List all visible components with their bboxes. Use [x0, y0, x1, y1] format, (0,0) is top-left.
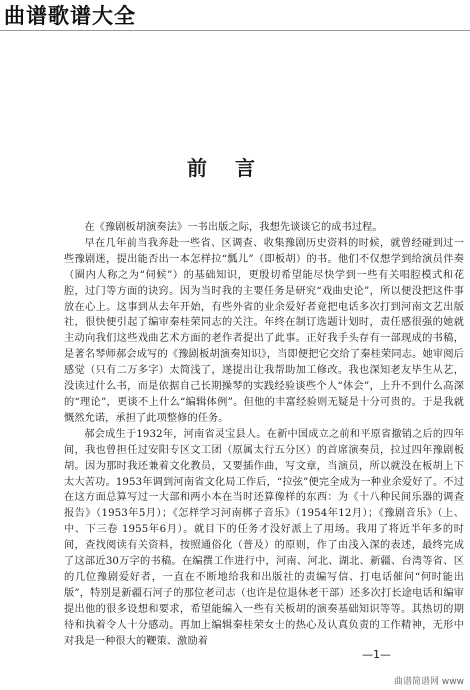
paragraph: 早在几年前当我奔赴一些省、区调查、收集豫剧历史资料的时候，就曾经碰到过一些豫剧迷，提出能否出一本怎样拉“瓢儿”（即板胡）的书。他们不仅想学到给演员伴奏（圈内人称之为“伺候”）的基础知识，更殷切希望能尽快学到一些有关唱腔模式和花腔，过门等方面的诀窍。因为当时我的主要任务是研究“戏曲史论”，所以便没把这件事放在心上。这事到从去年开始，有些外省的业余爱好者竟把电话多次打到河南文艺出版社，很快便引起了编审秦桂荣同志的关注。年终在制订选题计划时，责任感很强的她就主动向我们这些戏曲艺术方面的老作者提出了此事。正好我手头存有一部现成的书稿，是著名琴师郝会成写的《豫剧板胡演奏知识》，当即便把它交给了秦桂荣同志。她审阅后感觉（只有二万多字）太简浅了，遂提出让我帮助加工修改。我也深知老友毕生从艺，没读过什么书，而是依据自己长期操琴的实践经验谈些个人“体会”，上升不到什么高深的“理论”，更谈不上什么“编辑体例”。但他的丰富经验则无疑是十分可贵的。于是我就慨然允诺，承担了此项整修的任务。: [64, 237, 464, 424]
paragraph: 在《豫剧板胡演奏法》一书出版之际，我想先谈谈它的成书过程。: [84, 222, 383, 233]
paragraph: 郝会成生于1932年，河南省灵宝县人。在新中国成立之前和平原省撤销之后的四年间，我也曾担任过安阳专区文工团（原属太行五分区）的首席演奏员，拉过四年豫剧板胡。因为那时我还兼着文化教员，又要插作曲，写文章，当演员，所以就没在板胡上下太大苦功。1953年调到河南省文化局工作后，“拉弦”便完全成为一种业余爱好了。不过在这方面总算写过一大部和两小本在当时还算像样的东西：为《十八种民间乐器的调查报告》（1953年5月）；《怎样学习河南梆子音乐》（1954年12月）；《豫剧音乐》（上、中、下三卷 1955年6月）。就目下的任务才没好派上了用场。我用了将近半年多的时间，查找阅读有关资料，按照通俗化（普及）的原则，作了由浅入深的表述，最终完成了这部近30万字的书稿。在编撰工作进行中，河南、河北、湖北、新疆、台湾等省、区的几位豫剧爱好者，一直在不断地给我和出版社的责编写信、打电话催问“何时能出版”，特别是新疆石河子的那位老司志（也许是位退休老干部）还多次打长途电话和编审提出他的很多设想和要求，希望能编入一些有关板胡的演奏基础知识等等。其热切的期待和执着令人十分感动。再加上编辑秦桂荣女士的热心及认真负责的工作精神，无形中对我是一种很大的鞭策、激励着: [64, 428, 464, 647]
header-divider: [0, 30, 470, 31]
page-number: —1—: [362, 648, 391, 661]
watermark: 曲谱简谱网 www: [394, 677, 464, 687]
preface-title: 前言: [187, 156, 283, 180]
site-title: 曲谱歌谱大全: [4, 4, 136, 28]
preface-body: [64, 220, 464, 649]
